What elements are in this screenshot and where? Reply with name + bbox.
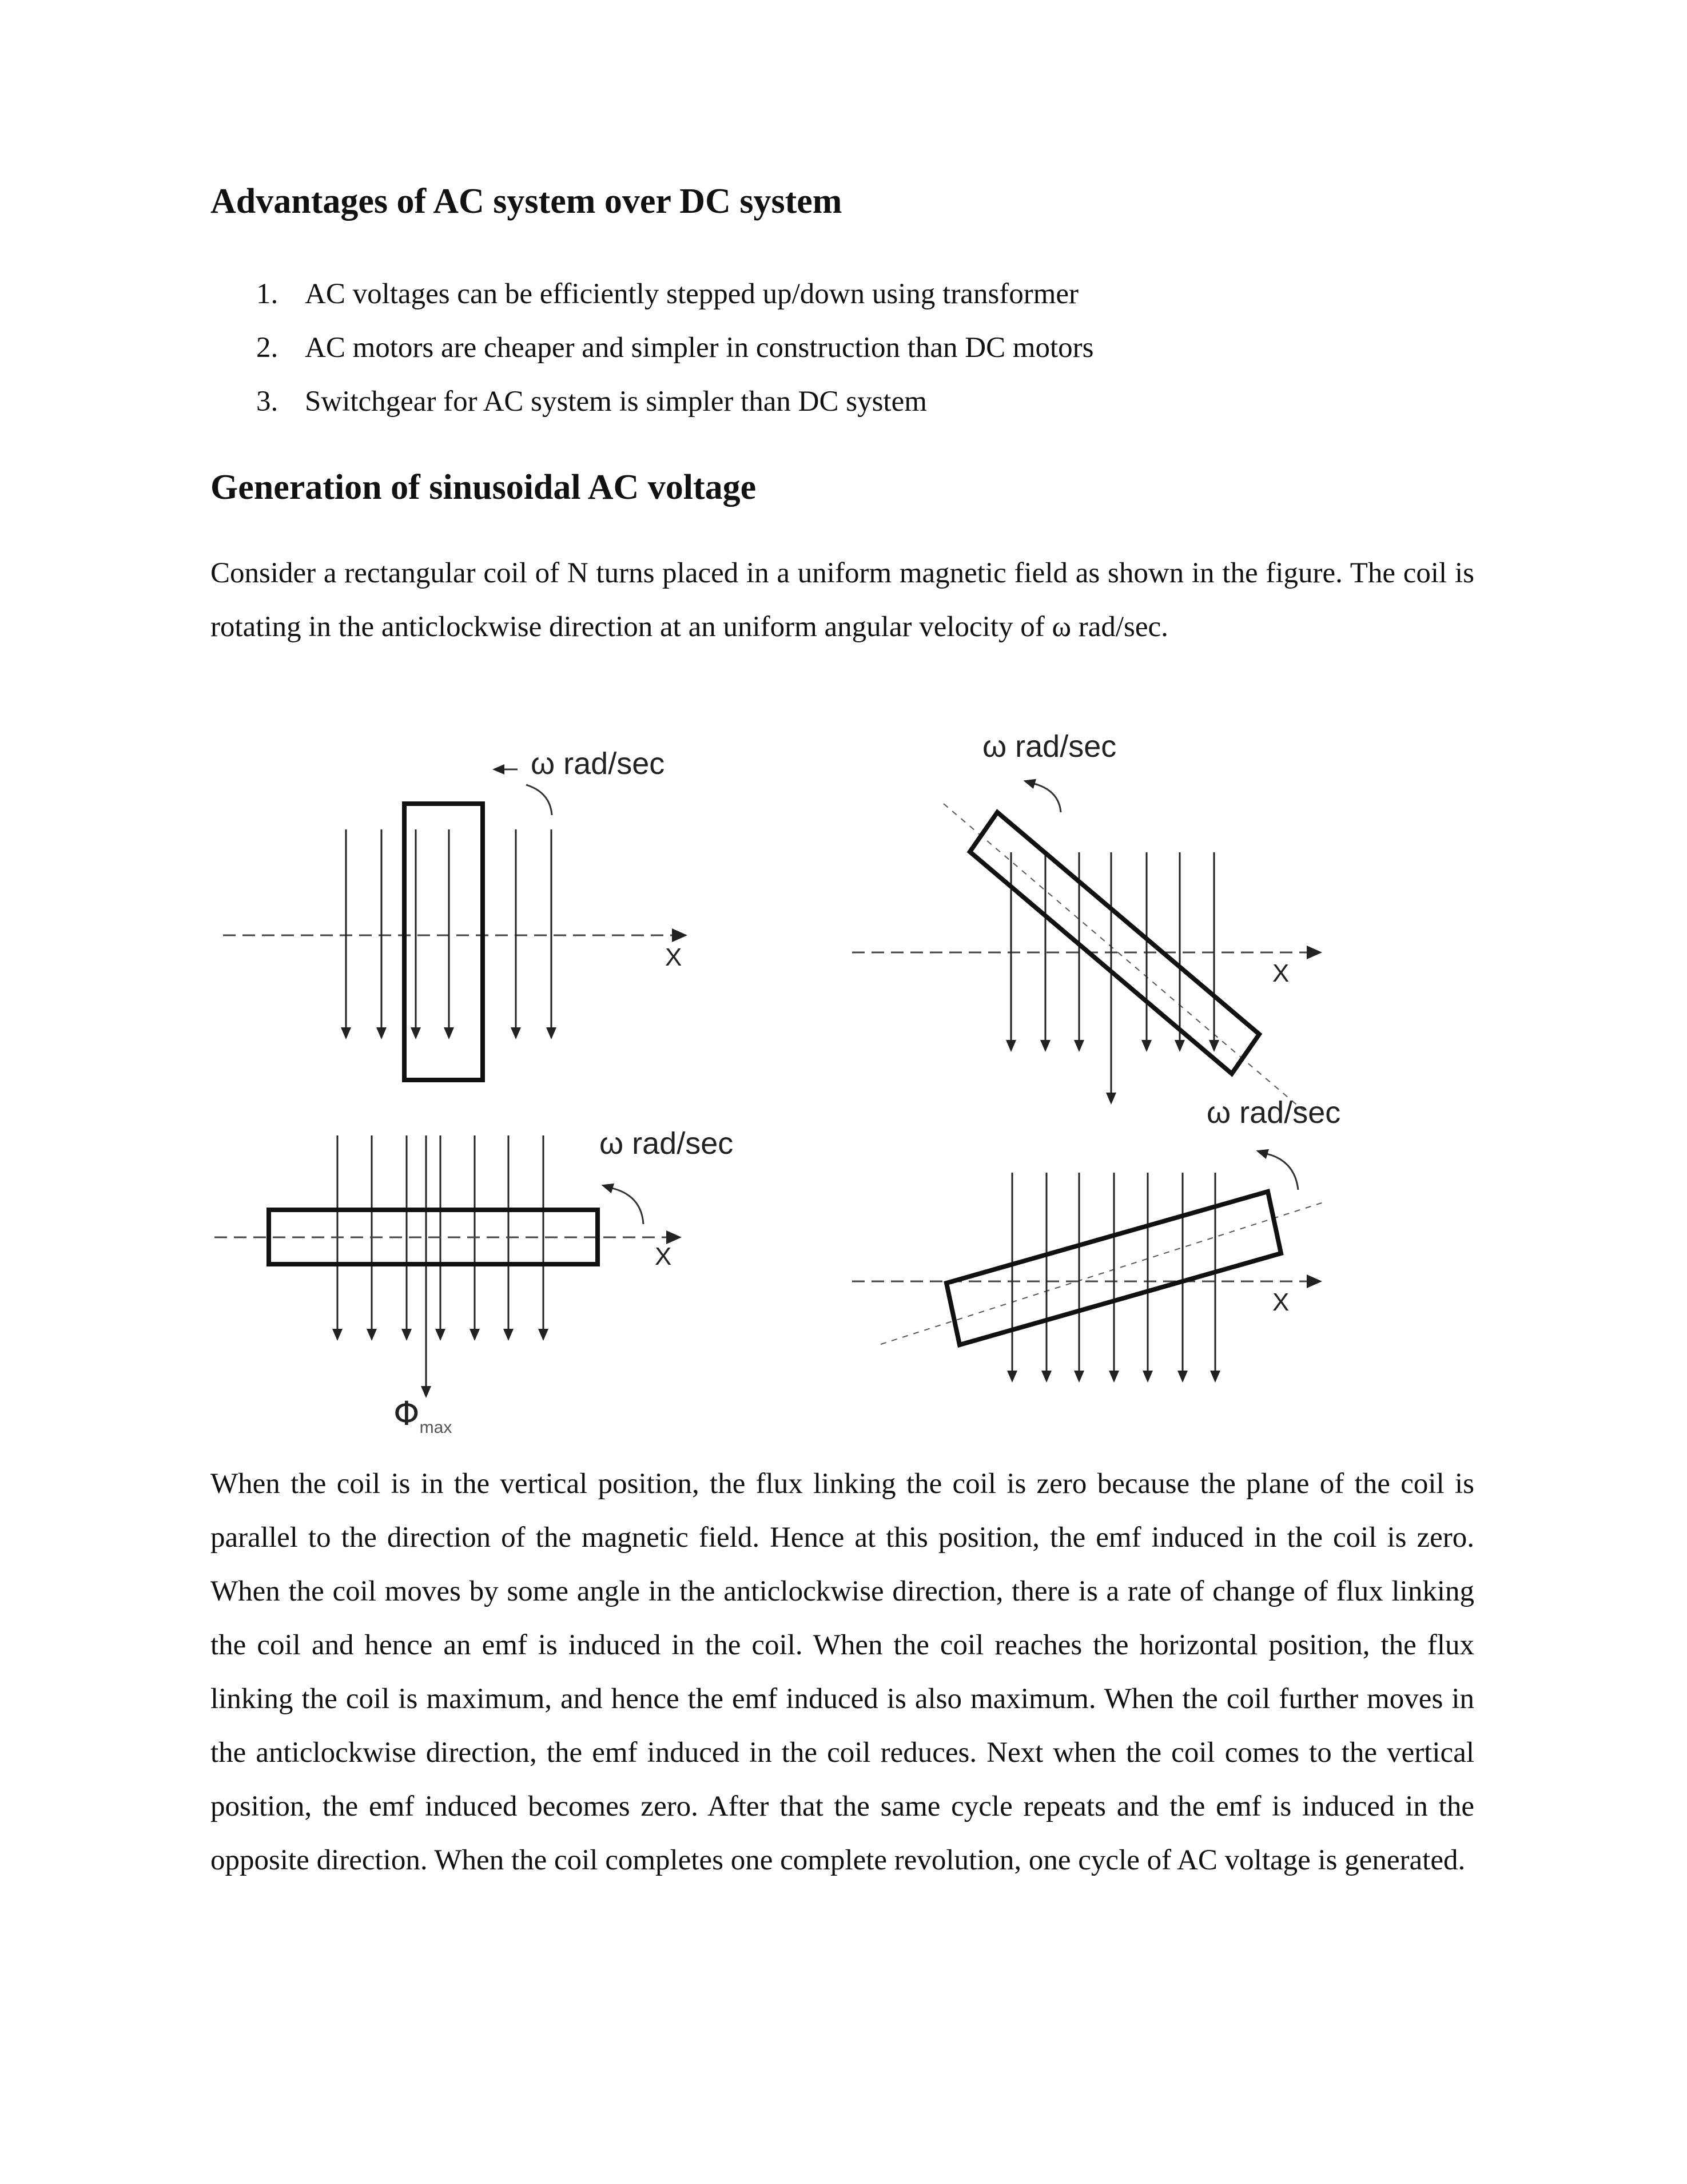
x-axis-label: X — [665, 943, 682, 971]
horizontal-coil-diagram — [214, 1135, 675, 1393]
phi-symbol: Φ — [393, 1394, 420, 1433]
list-item-text: AC voltages can be efficiently stepped up/down using transformer — [305, 278, 1079, 310]
omega-label: ω rad/sec — [1207, 1095, 1341, 1130]
vertical-coil-diagram — [223, 769, 681, 1080]
omega-label: ω rad/sec — [599, 1126, 734, 1161]
inclined-coil-diagram-2 — [852, 1152, 1327, 1377]
phi-subscript: max — [419, 1418, 452, 1437]
list-item: 2. AC motors are cheaper and simpler in construction than DC motors — [256, 332, 1094, 364]
rotation-arc — [1272, 1155, 1298, 1190]
rotation-arc — [526, 785, 552, 815]
phi-max-label — [393, 1394, 452, 1437]
x-axis-label: X — [1272, 1288, 1290, 1316]
advantages-list — [210, 267, 1094, 428]
coil-axis — [944, 804, 1304, 1111]
coil-axis — [881, 1201, 1327, 1344]
heading-advantages: Advantages of AC system over DC system — [210, 182, 842, 221]
omega-label: ω rad/sec — [982, 729, 1117, 764]
list-item: 1. AC voltages can be efficiently stepped up/down using transformer — [256, 278, 1079, 310]
list-item-text: AC motors are cheaper and simpler in construction than DC motors — [305, 332, 1094, 364]
coil-inclined — [970, 812, 1259, 1074]
coil-diagram — [0, 675, 1687, 1442]
rotation-arc — [1038, 785, 1061, 812]
field-lines — [1011, 852, 1214, 1099]
list-item-text: Switchgear for AC system is simpler than DC system — [305, 386, 927, 418]
heading-generation: Generation of sinusoidal AC voltage — [210, 468, 757, 507]
x-axis-label: X — [655, 1242, 672, 1270]
x-axis-label: X — [1272, 959, 1290, 987]
field-lines — [346, 829, 551, 1034]
field-lines — [1012, 1173, 1215, 1377]
omega-label: ω rad/sec — [531, 746, 665, 781]
explanation-paragraph: When the coil is in the vertical position, the flux linking the coil is zero because the plane of the coil is parallel to the direction of the magnetic field. Hence at this position, the emf induced in the coil is zero. When the coil moves by some angle in the anticlockwise direction, there is a rate of change of flux linking the coil and hence an emf is induced in the coil. When the coil reaches the horizontal position, the flux linking the coil is maximum, and hence the emf induced is also maximum. When the coil further moves in the anticlockwise direction, the emf induced in the coil reduces. Next when the coil comes to the vertical position, the emf induced becomes zero. After that the same cycle repeats and the emf is induced in the opposite direction. When the coil completes one complete revolution, one cycle of AC voltage is generated. — [210, 1468, 1474, 1876]
rotation-arc — [618, 1190, 643, 1224]
coil-rotation-figure — [0, 675, 1687, 1442]
inclined-coil-diagram-1 — [852, 782, 1315, 1111]
list-item: 3. Switchgear for AC system is simpler than DC system — [256, 386, 927, 418]
intro-paragraph: Consider a rectangular coil of N turns placed in a uniform magnetic field as shown in the figure. The coil is rotating in the anticlockwise direction at an uniform angular velocity of ω rad/sec. — [210, 557, 1474, 643]
